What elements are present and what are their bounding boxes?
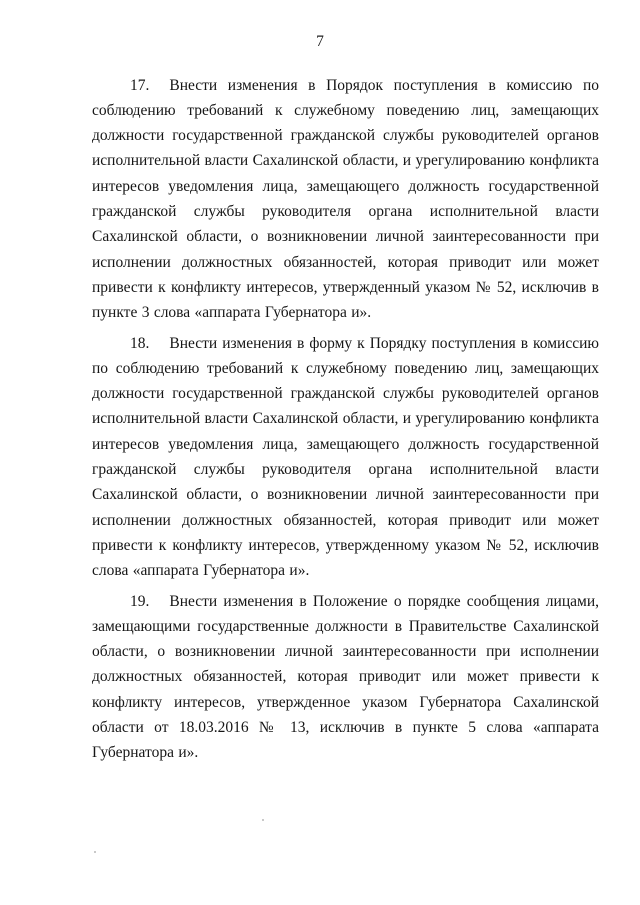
paragraph-text: Внести изменения в Положение о порядке сообщения лицами, замещающими государственные должности в Правительстве Сахалинской области, о возникновении личной заинтересованности при исполнении должностных обязанностей, которая приводит или может привести к конфликту интересов, утвержденное указом Губернатора Сахалинской области от 18.03.2016 № 13, исключив в пункте 5 слова «аппарата Губернатора и».: [92, 592, 599, 762]
paragraph-number: 19.: [130, 592, 150, 610]
paragraph-number: 17.: [130, 76, 150, 94]
paragraph-text: Внести изменения в Порядок поступления в комиссию по соблюдению требований к служебному поведению лиц, замещающих должности государственной гражданской службы руководителей органов исполнительной власти Сахалинской области, и урегулированию конфликта интересов уведомления лица, замещающего должность государственной гражданской службы руководителя органа исполнительной власти Сахалинской области, о возникновении личной заинтересованности при исполнении должностных обязанностей, которая приводит или может привести к конфликту интересов, утвержденный указом № 52, исключив в пункте 3 слова «аппарата Губернатора и».: [92, 76, 599, 322]
scan-speck: [262, 819, 264, 821]
page-number: 7: [316, 33, 324, 50]
paragraph-item-19: [92, 589, 599, 766]
paragraph-item-17: [92, 73, 599, 326]
paragraph-item-18: [92, 331, 599, 584]
paragraph-text: Внести изменения в форму к Порядку поступления в комиссию по соблюдению требований к служебному поведению лиц, замещающих должности государственной гражданской службы руководителей органов исполнительной власти Сахалинской области, и урегулированию конфликта интересов уведомления лица, замещающего должность государственной гражданской службы руководителя органа исполнительной власти Сахалинской области, о возникновении личной заинтересованности при исполнении должностных обязанностей, которая приводит или может привести к конфликту интересов, утвержденному указом № 52, исключив слова «аппарата Губернатора и».: [92, 334, 599, 580]
scan-speck: [94, 851, 96, 853]
paragraph-number: 18.: [130, 334, 150, 352]
